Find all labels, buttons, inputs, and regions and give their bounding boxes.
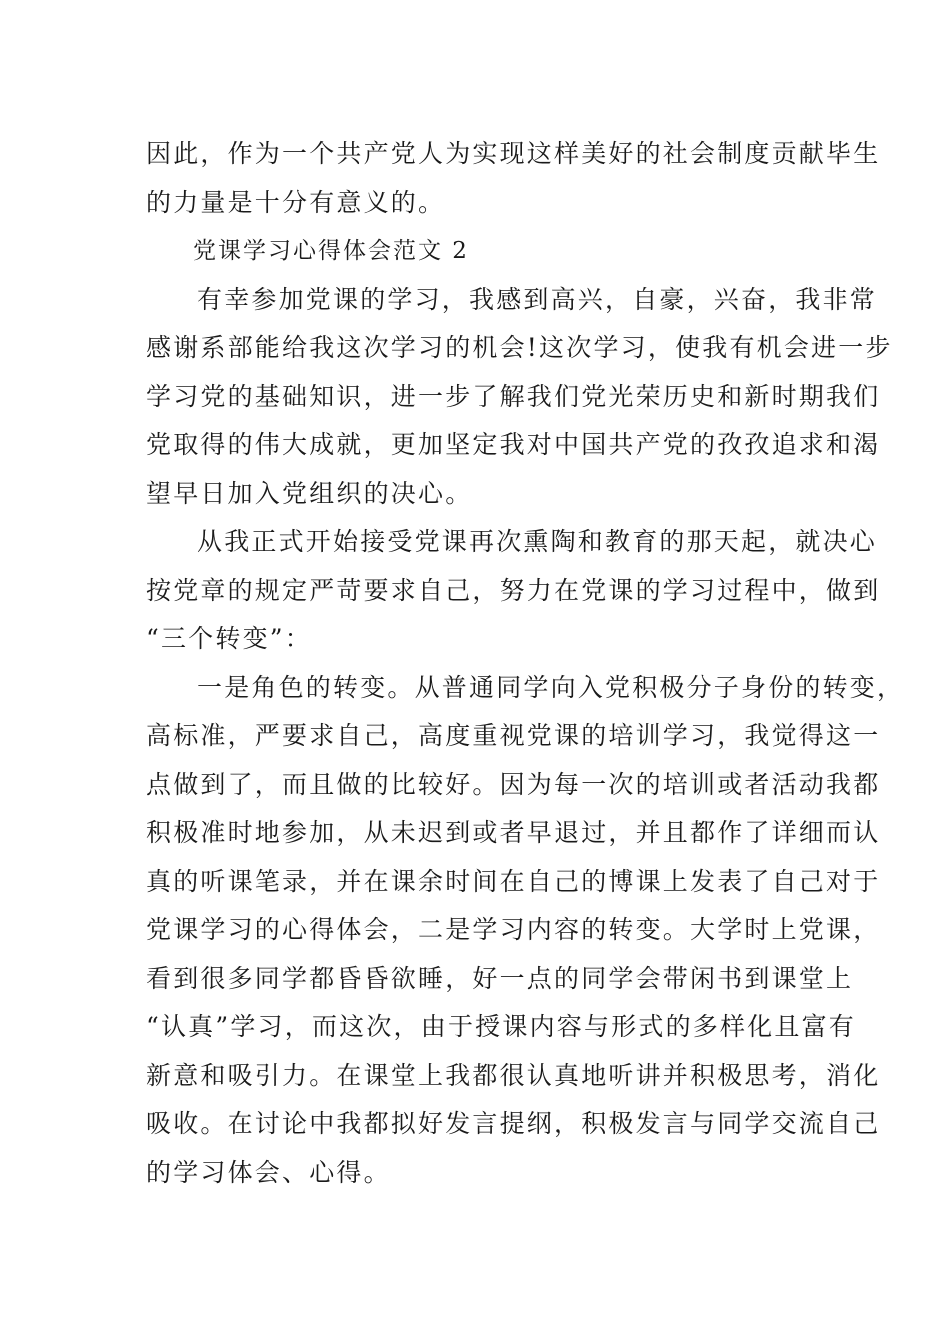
heading-text: 党课学习心得体会范文 2 [193, 238, 469, 264]
text-line: “认真”学习，而这次，由于授课内容与形式的多样化且富有 [146, 1012, 856, 1041]
text-line: 看到很多同学都昏昏欲睡，好一点的同学会带闲书到课堂上 [146, 963, 854, 993]
text-line: 积极准时地参加，从未迟到或者早退过，并且都作了详细而认 [146, 818, 881, 847]
text-line: 新意和吸引力。在课堂上我都很认真地听讲并积极思考，消化 [146, 1060, 881, 1090]
text-line: 党取得的伟大成就，更加坚定我对中国共产党的孜孜追求和渴 [146, 430, 881, 459]
paragraph-body-1 [146, 276, 893, 519]
document-body [146, 130, 905, 1197]
text-line: 点做到了，而且做的比较好。因为每一次的培训或者活动我都 [146, 769, 881, 799]
text-line: “三个转变”： [146, 624, 312, 653]
text-line: 的学习体会、心得。 [146, 1157, 391, 1187]
text-line: 从我正式开始接受党课再次熏陶和教育的那天起，就决心 [197, 527, 878, 556]
text-line: 因此，作为一个共产党人为实现这样美好的社会制度贡献毕生 [146, 139, 881, 168]
text-line: 学习党的基础知识，进一步了解我们党光荣历史和新时期我们 [146, 381, 881, 411]
text-line: 高标准，严要求自己，高度重视党课的培训学习，我觉得这一 [146, 721, 881, 750]
paragraph-body-2 [146, 518, 881, 664]
paragraph-continuation [146, 130, 881, 227]
text-line: 按党章的规定严苛要求自己，努力在党课的学习过程中，做到 [146, 575, 881, 605]
text-line: 有幸参加党课的学习，我感到高兴，自豪，兴奋，我非常 [197, 284, 878, 314]
text-line: 望早日加入党组织的决心。 [146, 478, 473, 508]
text-line: 感谢系部能给我这次学习的机会!这次学习，使我有机会进一步 [146, 333, 893, 362]
text-line: 党课学习的心得体会，二是学习内容的转变。大学时上党课， [146, 915, 881, 944]
text-line: 的力量是十分有意义的。 [146, 187, 446, 217]
text-line: 吸收。在讨论中我都拟好发言提纲，积极发言与同学交流自己 [146, 1109, 881, 1138]
section-heading [146, 227, 826, 276]
text-line: 真的听课笔录，并在课余时间在自己的博课上发表了自己对于 [146, 866, 881, 896]
paragraph-body-3 [146, 664, 905, 1198]
text-line: 一是角色的转变。从普通同学向入党积极分子身份的转变， [197, 672, 905, 702]
